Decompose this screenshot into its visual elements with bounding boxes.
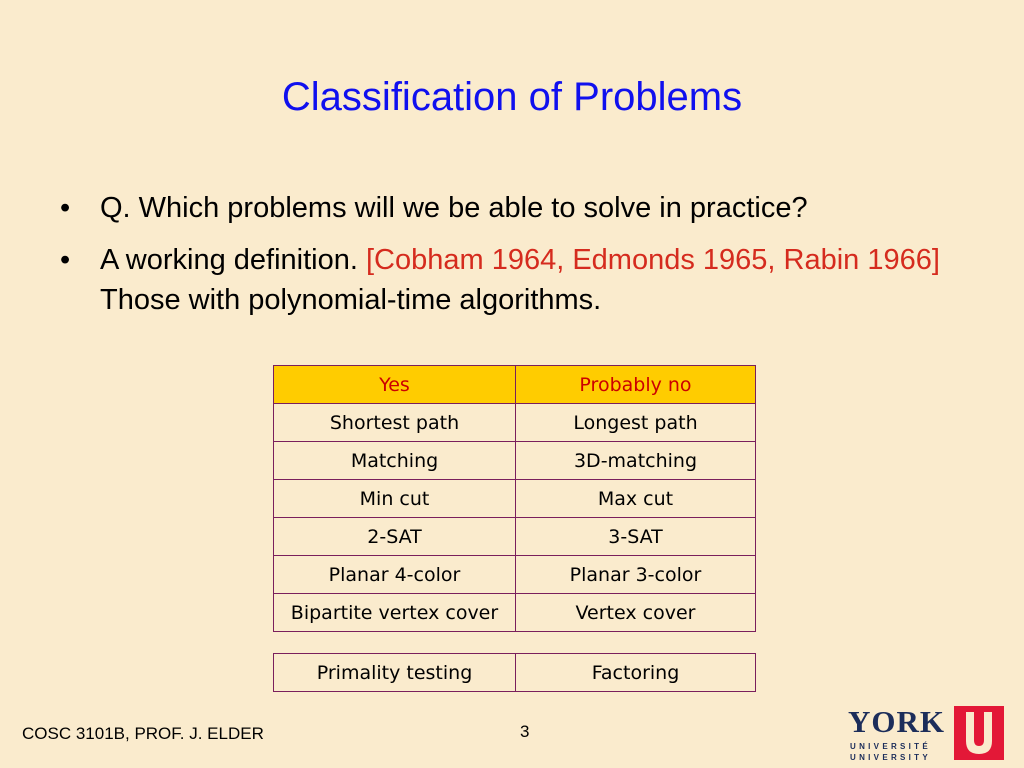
table-row	[274, 518, 756, 556]
table-row	[274, 654, 756, 692]
bullet-dot-icon: •	[60, 244, 71, 276]
table-cell: Factoring	[516, 654, 756, 692]
definition-suffix: Those with polynomial-time algorithms.	[100, 284, 602, 316]
slide-title: Classification of Problems	[281, 75, 743, 119]
table-cell: Bipartite vertex cover	[274, 594, 516, 632]
york-u-icon	[954, 706, 1004, 760]
york-logo	[848, 706, 1008, 762]
bullet-definition	[60, 240, 990, 320]
primality-table	[273, 653, 756, 692]
comparison-table	[273, 365, 756, 632]
table-row	[274, 594, 756, 632]
table-row	[274, 480, 756, 518]
bullet-question	[60, 188, 990, 228]
footer-course: COSC 3101B, PROF. J. ELDER	[22, 724, 264, 743]
table-row	[274, 442, 756, 480]
table-cell: Planar 4-color	[274, 556, 516, 594]
header-yes: Yes	[274, 366, 516, 404]
table-cell: Longest path	[516, 404, 756, 442]
table-cell: Vertex cover	[516, 594, 756, 632]
bullet-question-text: Q. Which problems will we be able to solve in practice?	[100, 192, 808, 224]
table-header-row	[274, 366, 756, 404]
table-row	[274, 556, 756, 594]
logo-wordmark: YORK	[848, 704, 945, 739]
table-row	[274, 404, 756, 442]
table-cell: 3-SAT	[516, 518, 756, 556]
table-cell: Min cut	[274, 480, 516, 518]
table-cell: 2-SAT	[274, 518, 516, 556]
header-probably-no: Probably no	[516, 366, 756, 404]
table-cell: Primality testing	[274, 654, 516, 692]
table-cell: Matching	[274, 442, 516, 480]
definition-prefix: A working definition.	[100, 244, 366, 276]
logo-subtitle-en: UNIVERSITY	[850, 753, 932, 762]
bullet-list	[60, 188, 990, 332]
table-cell: 3D-matching	[516, 442, 756, 480]
page-number: 3	[520, 722, 530, 741]
logo-subtitle-fr: UNIVERSITÉ	[850, 742, 932, 751]
bullet-dot-icon: •	[60, 192, 71, 224]
table-cell: Planar 3-color	[516, 556, 756, 594]
definition-citation: [Cobham 1964, Edmonds 1965, Rabin 1966]	[365, 244, 940, 276]
table-cell: Max cut	[516, 480, 756, 518]
table-cell: Shortest path	[274, 404, 516, 442]
